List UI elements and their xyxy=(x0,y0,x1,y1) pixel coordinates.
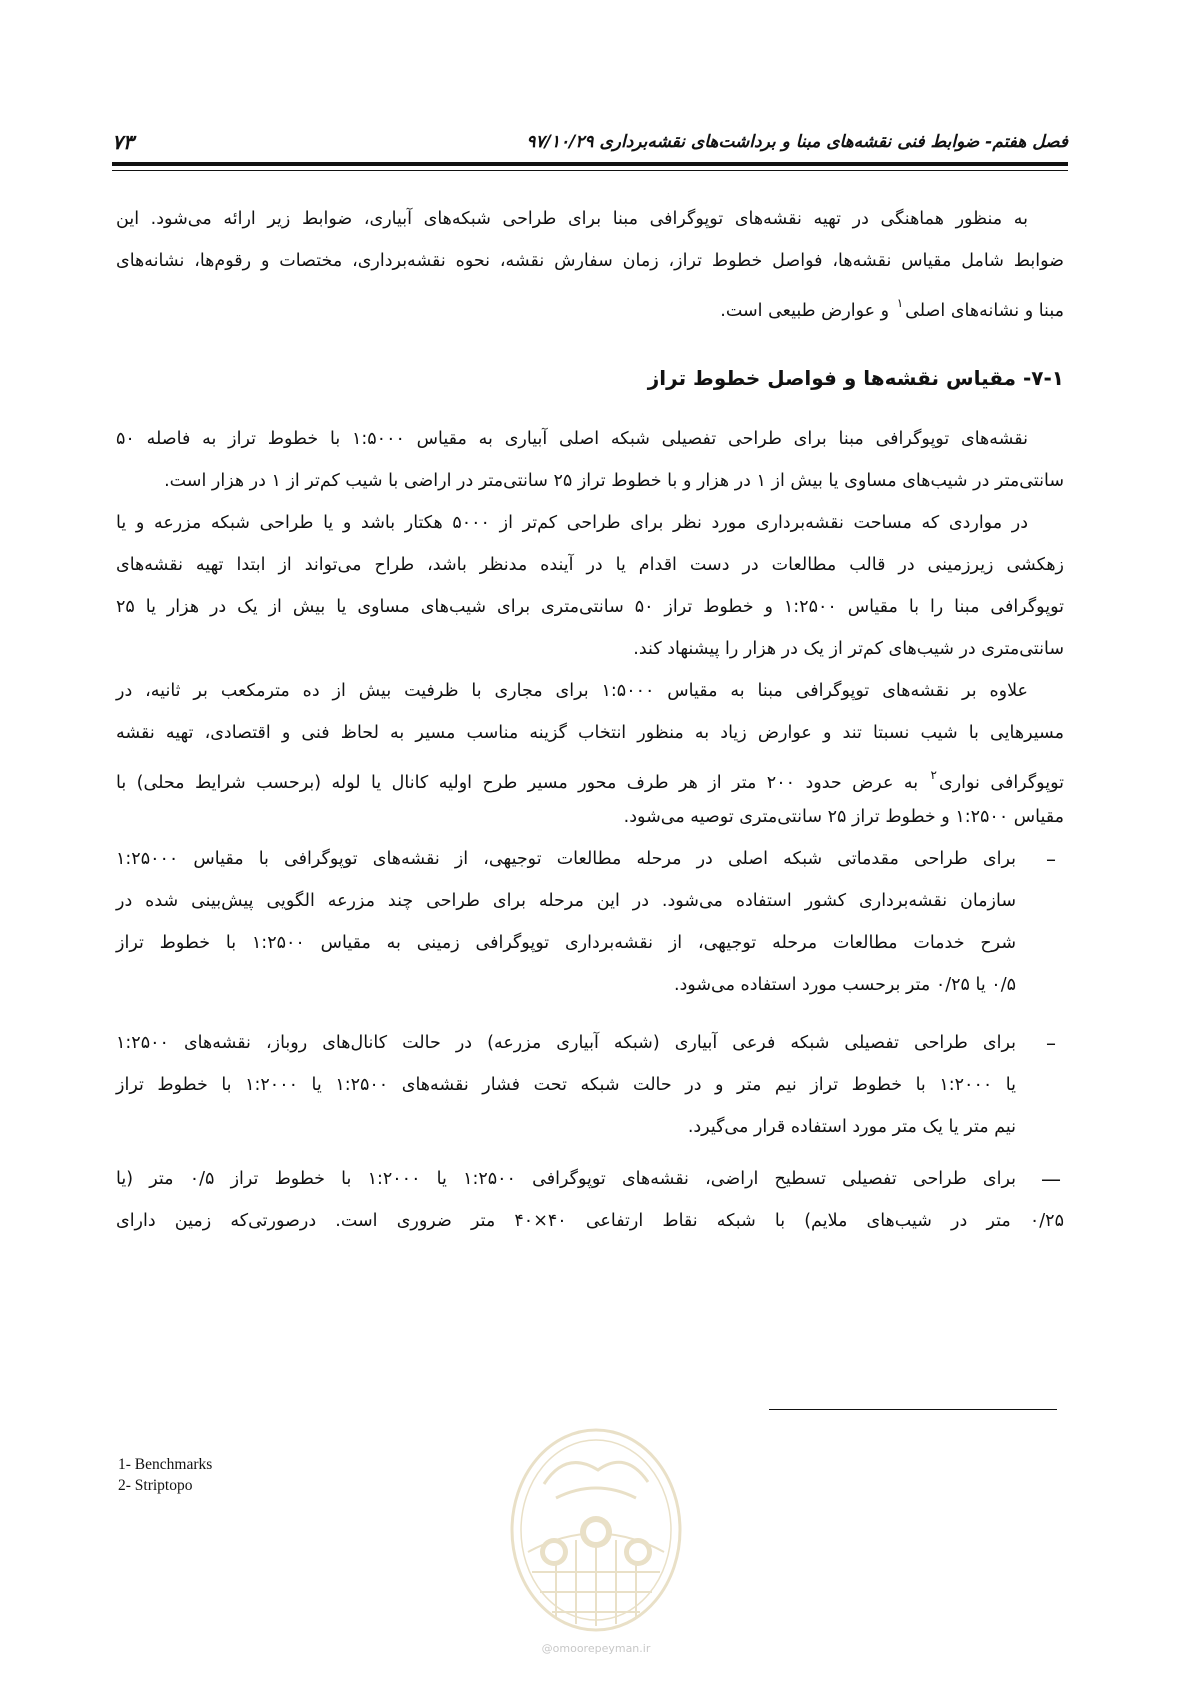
paragraph-line: مسیرهایی با شیب نسبتا تند و عوارض زیاد به منظور انتخاب گزینه مناسب مسیر به لحاظ فنی و اقتصادی، تهیه نقشه xyxy=(116,723,1064,743)
paragraph-2 xyxy=(116,502,1064,670)
footnote-marker: ۱ xyxy=(896,296,904,310)
chapter-title: فصل هفتم- ضوابط فنی نقشه‌های مبنا و برداشت‌های نقشه‌برداری ۹۷/۱۰/۲۹ xyxy=(526,132,1068,152)
bullet-text xyxy=(116,1022,1016,1148)
bullet-item xyxy=(116,1022,1064,1148)
bullet-row xyxy=(116,1022,1064,1148)
bullet-row xyxy=(116,1158,1064,1242)
bullet-row xyxy=(116,838,1064,1006)
bullet-line: یا ۱:۲۰۰۰ با خطوط تراز نیم متر و در حالت شبکه تحت فشار نقشه‌های ۱:۲۵۰۰ یا ۱:۲۰۰۰ با خطوط تراز xyxy=(116,1075,1017,1095)
paragraph-line: علاوه بر نقشه‌های توپوگرافی مبنا به مقیاس ۱:۵۰۰۰ برای مجاری با ظرفیت بیش از ده مترمکعب بر ثانیه، در xyxy=(116,681,1028,701)
dash-bullet-icon: – xyxy=(1046,847,1056,871)
paragraph-line: در مواردی که مساحت نقشه‌برداری مورد نظر برای طراحی کم‌تر از ۵۰۰۰ هکتار باشد و یا طراحی شبکه مزرعه و یا xyxy=(116,513,1028,533)
footnotes xyxy=(118,1454,212,1496)
footnote-item: 2- Striptopo xyxy=(118,1477,193,1494)
paragraph-line xyxy=(116,754,1064,796)
footnote-marker: ۲ xyxy=(930,768,937,782)
paragraph-line: سانتی‌متر در شیب‌های مساوی یا بیش از ۱ در هزار و با خطوط تراز ۲۵ سانتی‌متر در اراضی با شیب کم‌تر از ۱ در هزار است. xyxy=(164,471,1064,491)
section-heading: ۷-۱- مقیاس نقشه‌ها و فواصل خطوط تراز xyxy=(647,366,1064,390)
bullet-line: برای طراحی تفصیلی شبکه فرعی آبیاری (شبکه آبیاری مزرعه) در حالت کانال‌های روباز، نقشه‌های ۱:۲۵۰۰ xyxy=(116,1033,1016,1053)
page-number: ۷۳ xyxy=(112,130,134,154)
dash-bullet-icon: — xyxy=(1041,1167,1061,1191)
bullet-line: شرح خدمات مطالعات مرحله توجیهی، از نقشه‌برداری توپوگرافی زمینی به مقیاس ۱:۲۵۰۰ با خطوط تراز xyxy=(116,933,1016,953)
paragraph-1 xyxy=(116,418,1064,502)
bullet-line: برای طراحی مقدماتی شبکه اصلی در مرحله مطالعات توجیهی، از نقشه‌های توپوگرافی با مقیاس ۱:۲۵۰۰۰ xyxy=(116,849,1016,869)
intro-paragraph xyxy=(116,198,1064,324)
paragraph-line: سانتی‌متری در شیب‌های کم‌تر از یک در هزار را پیشنهاد کند. xyxy=(633,639,1064,659)
paragraph-line: نقشه‌های توپوگرافی مبنا برای طراحی تفصیلی شبکه اصلی آبیاری به مقیاس ۱:۵۰۰۰ با خطوط تراز به فاصله ۵۰ xyxy=(116,429,1028,449)
intro-line: به منظور هماهنگی در تهیه نقشه‌های توپوگرافی مبنا برای طراحی شبکه‌های آبیاری، ضوابط زیر ارائه می‌شود. این xyxy=(116,209,1028,229)
watermark-caption: @omoorepeyman.ir xyxy=(541,1642,651,1655)
bullet-line: ۰/۵ یا ۰/۲۵ متر برحسب مورد استفاده می‌شود. xyxy=(673,975,1016,995)
paragraph-text: به عرض حدود ۲۰۰ متر از هر طرف محور مسیر طرح اولیه کانال یا لوله (برحسب شرایط محلی) با xyxy=(116,773,929,793)
bullet-line: نیم متر یا یک متر مورد استفاده قرار می‌گیرد. xyxy=(687,1117,1016,1137)
paragraph-line: توپوگرافی مبنا را با مقیاس ۱:۲۵۰۰ و خطوط تراز ۵۰ سانتی‌متری برای شیب‌های مساوی یا بیش از یک در هزار یا ۲۵ xyxy=(116,597,1064,617)
paragraph-3 xyxy=(116,670,1064,838)
intro-text: و عوارض طبیعی است. xyxy=(720,301,895,321)
seal-icon xyxy=(506,1420,686,1635)
watermark-logo xyxy=(506,1420,686,1655)
header-rule-thick xyxy=(112,162,1068,166)
bullet-item xyxy=(116,1158,1064,1242)
bullet-item xyxy=(116,838,1064,1006)
bullet-line: برای طراحی تفصیلی تسطیح اراضی، نقشه‌های توپوگرافی ۱:۲۵۰۰ یا ۱:۲۰۰۰ با خطوط تراز ۰/۵ متر (یا xyxy=(116,1169,1017,1189)
header-rule-thin xyxy=(112,170,1068,171)
bullet-line: سازمان نقشه‌برداری کشور استفاده می‌شود. در این مرحله برای طراحی چند مزرعه الگویی پیش‌بینی شده در xyxy=(116,891,1016,911)
paragraph-line: زهکشی زیرزمینی در قالب مطالعات در دست اقدام یا در آینده مدنظر باشد، طراح می‌تواند از ابتدا تهیه نقشه‌های xyxy=(116,555,1064,575)
bullet-line: ۰/۲۵ متر در شیب‌های ملایم) با شبکه نقاط ارتفاعی ۴۰×۴۰ متر ضروری است. درصورتی‌که زمین دارای xyxy=(116,1211,1064,1231)
page-header xyxy=(112,128,1068,158)
bullet-text xyxy=(116,838,1016,1006)
footnote-rule xyxy=(769,1409,1057,1410)
footnote-item: 1- Benchmarks xyxy=(118,1456,213,1473)
paragraph-line: مقیاس ۱:۲۵۰۰ و خطوط تراز ۲۵ سانتی‌متری توصیه می‌شود. xyxy=(623,807,1064,827)
dash-bullet-icon: – xyxy=(1046,1031,1056,1055)
bullet-text xyxy=(116,1158,1064,1242)
paragraph-text: توپوگرافی نواری xyxy=(939,773,1064,793)
intro-line xyxy=(116,282,1064,324)
intro-line: ضوابط شامل مقیاس نقشه‌ها، فواصل خطوط تراز، زمان سفارش نقشه، نحوه نقشه‌برداری، مختصات و رقوم‌ها، نشانه‌های xyxy=(116,251,1064,271)
intro-text: مبنا و نشانه‌های اصلی xyxy=(905,301,1064,321)
